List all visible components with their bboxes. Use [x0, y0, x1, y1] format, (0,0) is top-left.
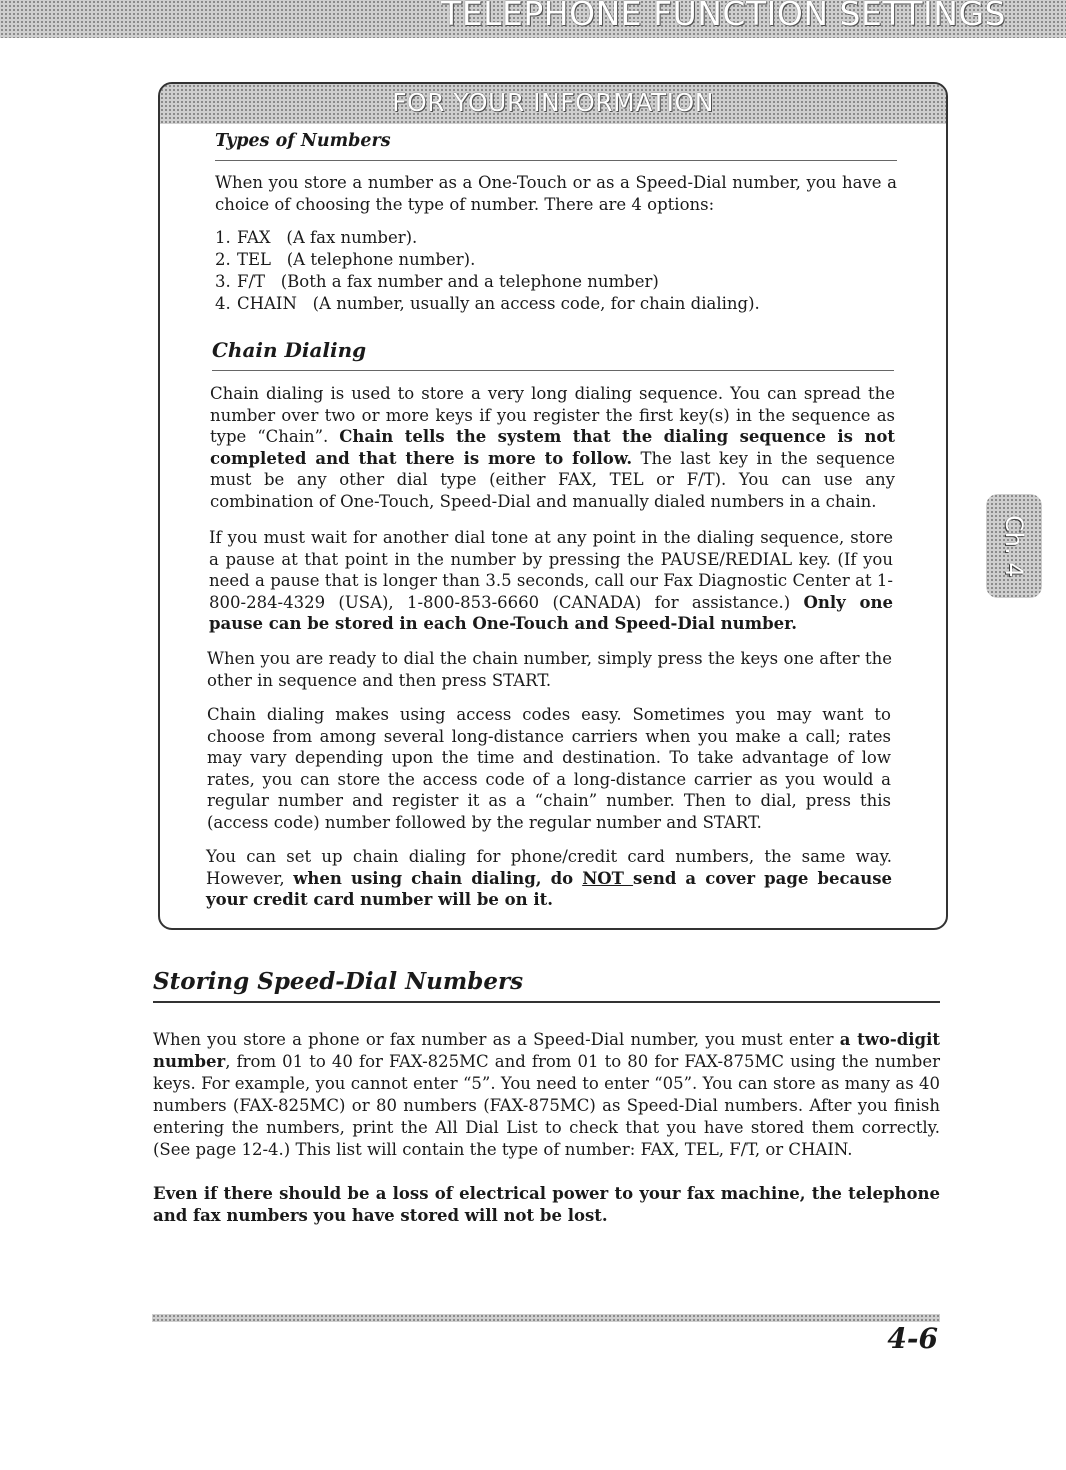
types-intro: When you store a number as a One-Touch or as a Speed-Dial number, you have a choice of choosing the type of number. There are 4 options:	[215, 173, 897, 214]
storing-paragraph-1: When you store a phone or fax number as a Speed-Dial number, you must enter a two-digit number, from 01 to 40 for FAX-825MC and from 01 to 80 for FAX-875MC using the number keys. For example, you cannot enter “5”. You need to enter “05”. You can store as many as 40 numbers (FAX-825MC) or 80 numbers (FAX-875MC) as Speed-Dial numbers. After you finish entering the numbers, print the All Dial List to check that you have stored them correctly. (See page 12-4.) This list will contain the type of number: FAX, TEL, F/T, or CHAIN.	[153, 1030, 940, 1159]
info-box-title: FOR YOUR INFORMATION	[392, 88, 714, 117]
chain-paragraph-5: You can set up chain dialing for phone/credit card numbers, the same way. However, when using chain dialing, do NOT send a cover page because your credit card number will be on it.	[206, 847, 892, 909]
chain-paragraph-3: When you are ready to dial the chain number, simply press the keys one after the other in sequence and then press START.	[207, 649, 892, 690]
header-band	[0, 0, 1066, 38]
chain-paragraph-2: If you must wait for another dial tone at any point in the dialing sequence, store a pause at that point in the number by pressing the PAUSE/REDIAL key. (If you need a pause that is longer than 3.5 seconds, call our Fax Diagnostic Center at 1-800-284-4329 (USA), 1-800-853-6660 (CANADA) for assistance.) Only one pause can be stored in each One-Touch and Speed-Dial number.	[209, 528, 894, 633]
page-header-title: TELEPHONE FUNCTION SETTINGS	[441, 0, 1006, 33]
page-number: 4-6	[887, 1322, 938, 1355]
list-item: 2. TEL (A telephone number).	[215, 250, 476, 269]
types-rule	[215, 160, 897, 161]
storing-rule	[153, 1001, 940, 1003]
chapter-tab-label: Ch. 4	[1000, 514, 1028, 578]
list-item: 1. FAX (A fax number).	[215, 228, 418, 247]
list-item: 3. F/T (Both a fax number and a telephone number)	[215, 272, 659, 291]
chain-paragraph-1: Chain dialing is used to store a very long dialing sequence. You can spread the number over two or more keys if you register the first key(s) in the sequence as type “Chain”. Chain tells the system that the dialing sequence is not completed and that there is more to follow. The last key in the sequence must be any other dial type (either FAX, TEL or F/T). You can use any combination of One-Touch, Speed-Dial and manually dialed numbers in a chain.	[210, 384, 895, 511]
footer-band	[152, 1314, 940, 1322]
info-box-band	[160, 84, 946, 124]
chapter-tab	[986, 494, 1042, 598]
chain-heading: Chain Dialing	[212, 338, 367, 362]
chain-rule	[212, 370, 894, 371]
types-heading: Types of Numbers	[215, 131, 391, 151]
types-list	[215, 227, 897, 315]
chain-paragraph-4: Chain dialing makes using access codes easy. Sometimes you may want to choose from among several long-distance carriers when you make a call; rates may vary depending upon the time and destination. To take advantage of low rates, you can store the access code of a long-distance carrier as you would a regular number and register it as a “chain” number. Then to dial, press this (access code) number followed by the regular number and START.	[207, 705, 891, 832]
list-item: 4. CHAIN (A number, usually an access code, for chain dialing).	[215, 294, 760, 313]
storing-heading: Storing Speed-Dial Numbers	[153, 968, 524, 995]
storing-paragraph-2: Even if there should be a loss of electrical power to your fax machine, the telephone and fax numbers you have stored will not be lost.	[153, 1184, 940, 1225]
